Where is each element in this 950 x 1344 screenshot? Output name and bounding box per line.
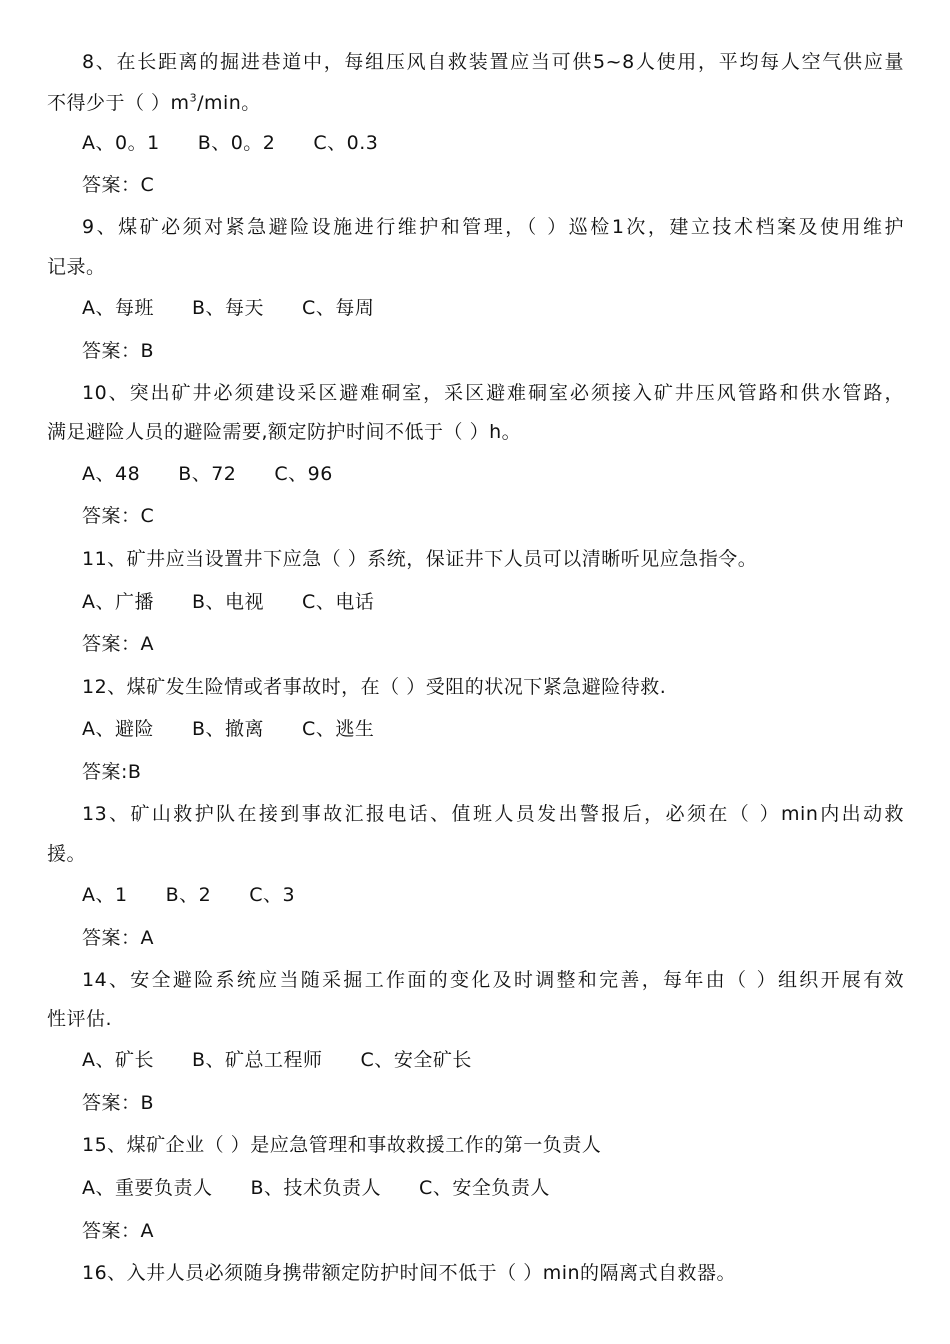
question-11-answer: 答案：A: [82, 633, 154, 655]
question-16-text: 16、入井人员必须随身携带额定防护时间不低于（ ）min的隔离式自救器。: [82, 1262, 737, 1284]
question-9-text: 9、煤矿必须对紧急避险设施进行维护和管理，（ ）巡检1次，建立技术档案及使用维护: [82, 216, 904, 238]
question-13-text: 13、矿山救护队在接到事故汇报电话、值班人员发出警报后，必须在（ ）min内出动救: [82, 803, 904, 825]
option-a: A、重要负责人: [82, 1177, 213, 1199]
option-c: C、安全矿长: [360, 1049, 472, 1071]
question-10-text-continued: 满足避险人员的避险需要,额定防护时间不低于（ ）h。: [47, 421, 522, 443]
question-13-text-continued: 援。: [47, 843, 87, 865]
question-8-text-continued: 不得少于（ ）$m^3/\min$。: [47, 91, 261, 114]
question-9-text-continued: 记录。: [47, 256, 106, 278]
option-b: B、矿总工程师: [192, 1049, 323, 1071]
option-b: B、电视: [192, 591, 265, 613]
question-8-answer: 答案：C: [82, 174, 155, 196]
option-a: A、48: [82, 463, 141, 485]
option-a: A、矿长: [82, 1049, 154, 1071]
question-14-options: [82, 1048, 510, 1072]
option-c: C、电话: [302, 591, 375, 613]
option-c: C、安全负责人: [419, 1177, 550, 1199]
question-13-answer: 答案：A: [82, 927, 154, 949]
question-12-answer: 答案:B: [82, 761, 142, 783]
question-13-options: [82, 883, 333, 907]
question-14-text-continued: 性评估.: [47, 1008, 113, 1030]
option-c: C、逃生: [302, 718, 375, 740]
question-15-text: 15、煤矿企业（ ）是应急管理和事故救援工作的第一负责人: [82, 1134, 602, 1156]
option-a: A、每班: [82, 297, 154, 319]
option-c: C、0.3: [313, 132, 379, 154]
question-10-answer: 答案：C: [82, 505, 155, 527]
question-9-answer: 答案：B: [82, 340, 155, 362]
question-9-options: [82, 296, 412, 320]
option-c: C、每周: [302, 297, 375, 319]
option-a: A、避险: [82, 718, 154, 740]
option-a: A、1: [82, 884, 128, 906]
option-b: B、每天: [192, 297, 265, 319]
option-a: A、广播: [82, 591, 154, 613]
question-10-text: 10、突出矿井必须建设采区避难硐室，采区避难硐室必须接入矿井压风管路和供水管路，: [82, 382, 904, 404]
option-b: B、技术负责人: [250, 1177, 382, 1199]
question-14-text: 14、安全避险系统应当随采掘工作面的变化及时调整和完善，每年由（ ）组织开展有效: [82, 969, 904, 991]
question-11-options: [82, 590, 412, 614]
question-12-options: [82, 717, 412, 741]
question-8-options: [82, 131, 416, 155]
question-8-text: 8、在长距离的掘进巷道中，每组压风自救装置应当可供5~8人使用，平均每人空气供应量: [82, 51, 904, 73]
question-14-answer: 答案：B: [82, 1092, 155, 1114]
question-12-text: 12、煤矿发生险情或者事故时，在（ ）受阻的状况下紧急避险待救.: [82, 676, 667, 698]
question-15-answer: 答案：A: [82, 1220, 154, 1242]
question-15-options: [82, 1176, 588, 1200]
option-b: B、2: [165, 884, 212, 906]
option-c: C、3: [249, 884, 296, 906]
question-10-options: [82, 462, 371, 486]
option-c: C、96: [274, 463, 333, 485]
option-b: B、72: [178, 463, 237, 485]
option-a: A、0。1: [82, 132, 160, 154]
question-11-text: 11、矿井应当设置井下应急（ ）系统，保证井下人员可以清晰听见应急指令。: [82, 548, 758, 570]
option-b: B、0。2: [197, 132, 276, 154]
option-b: B、撤离: [192, 718, 265, 740]
